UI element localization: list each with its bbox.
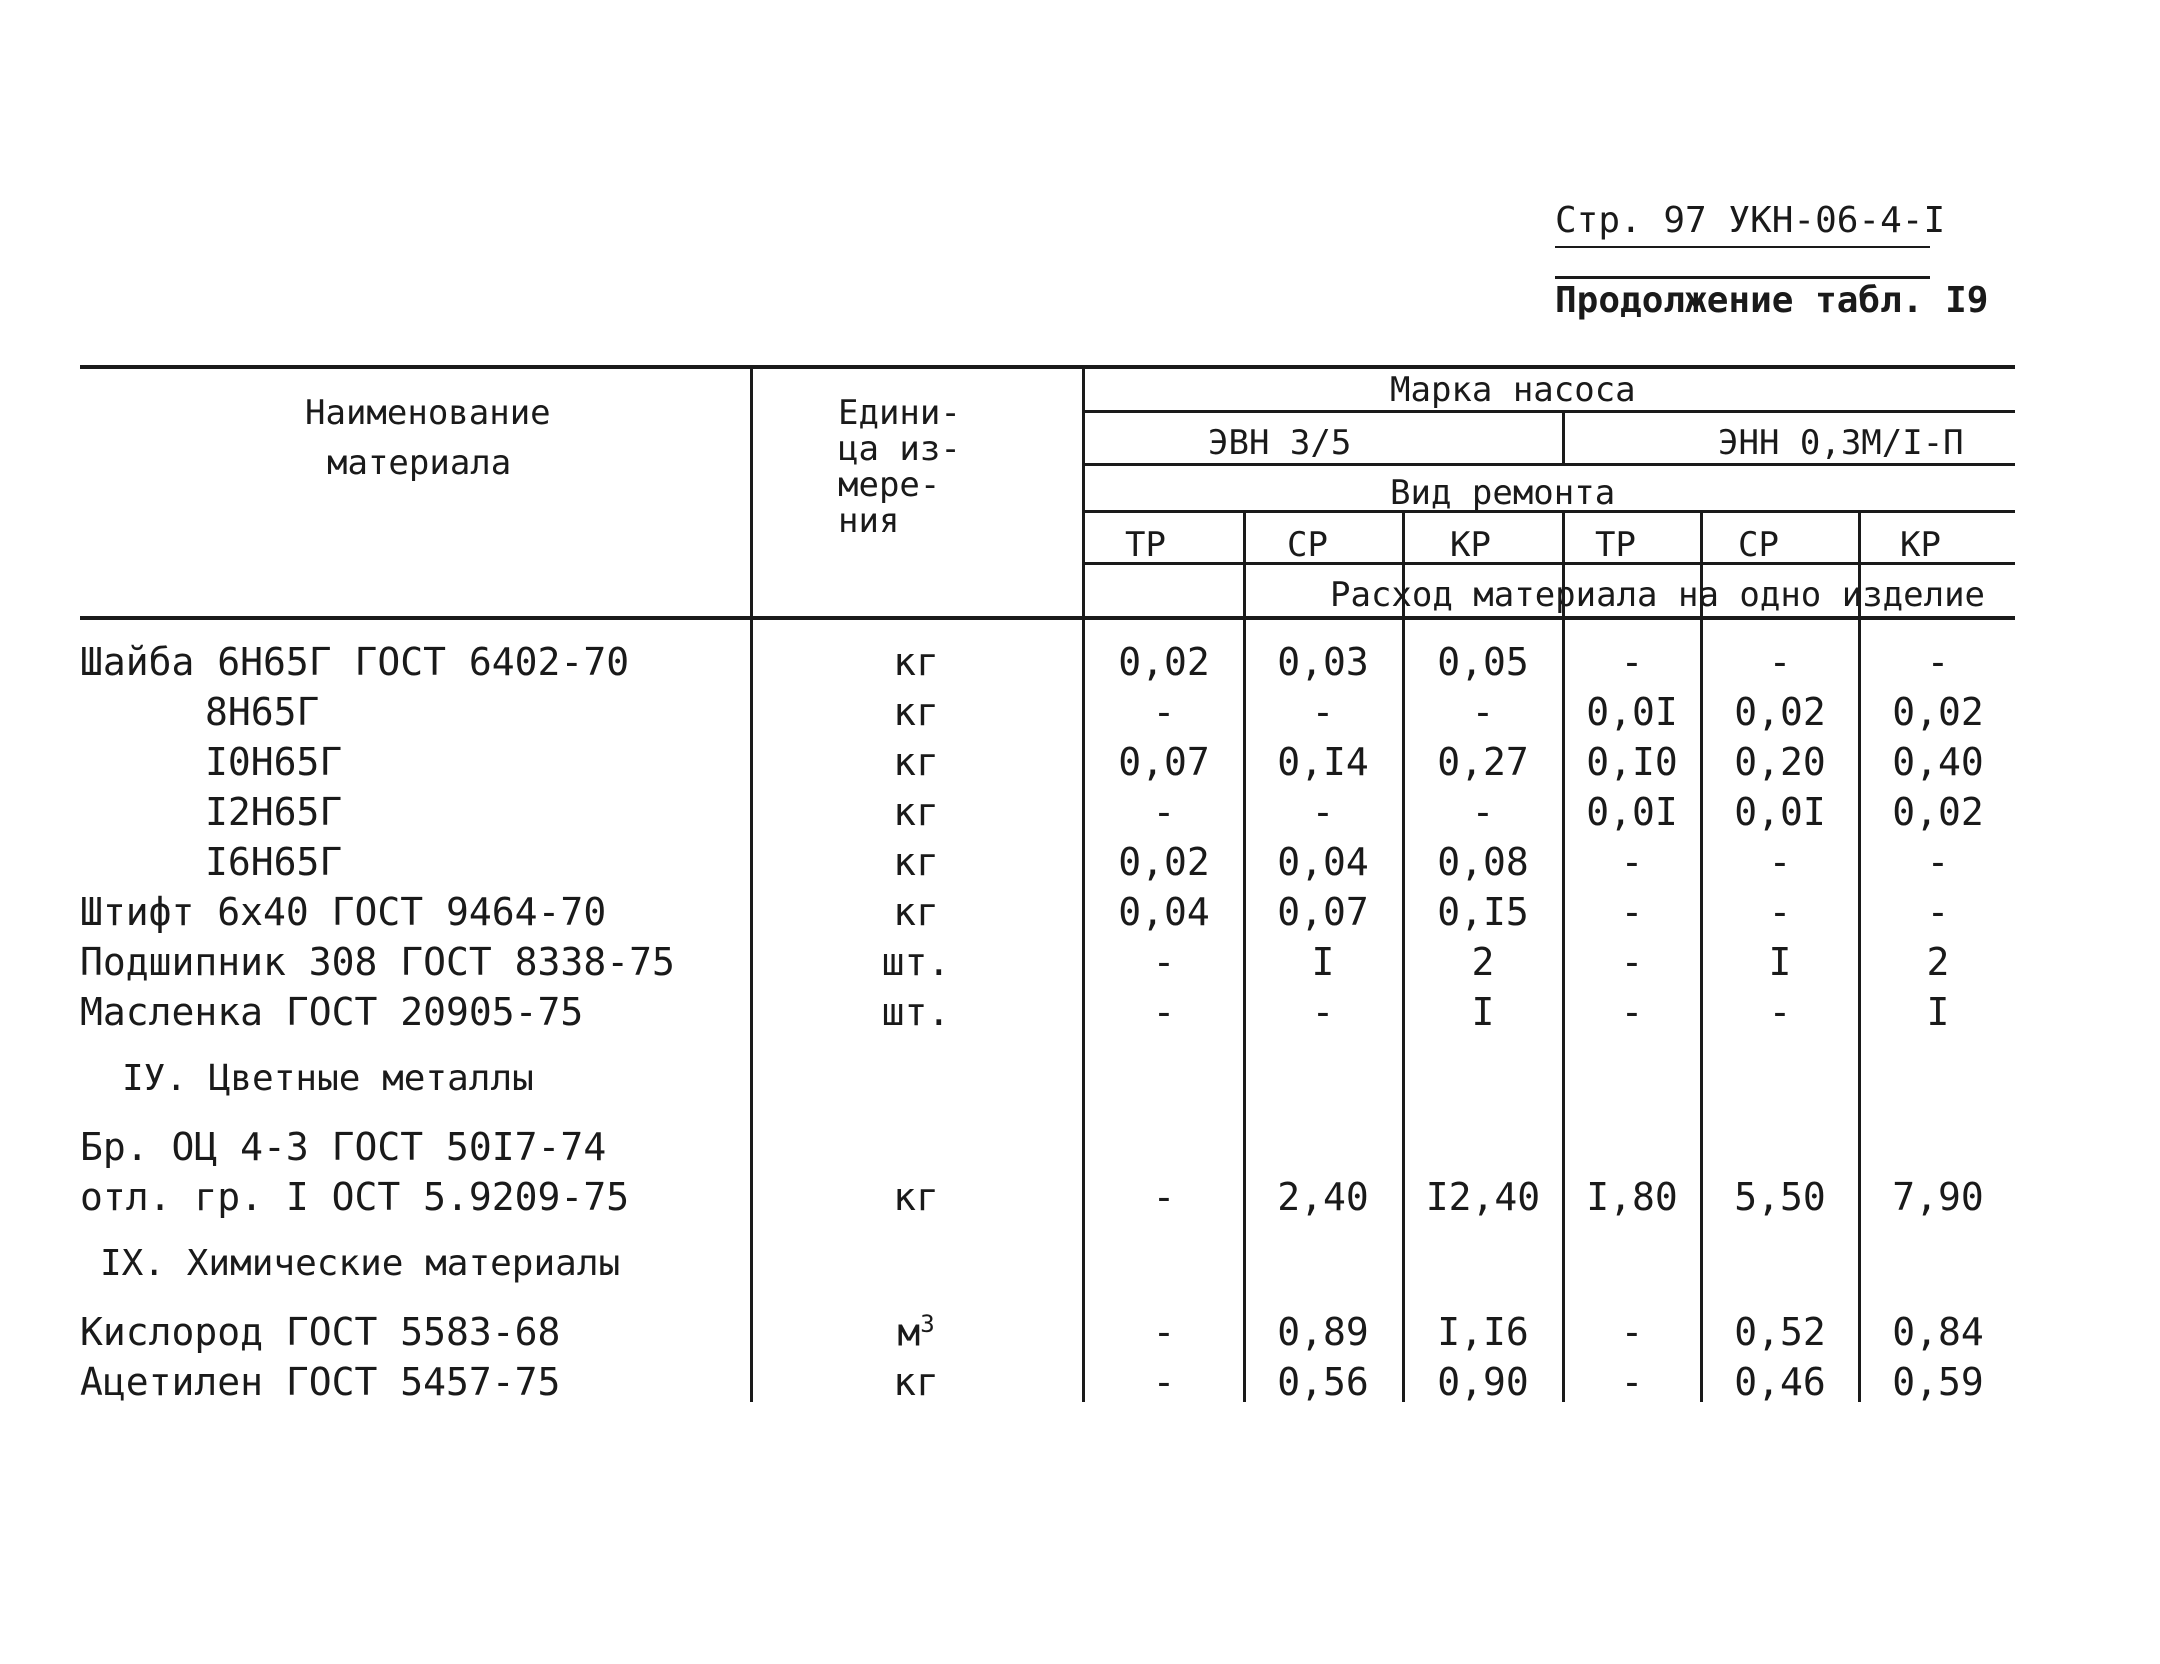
header-repair-type: Вид ремонта bbox=[1390, 473, 1616, 513]
col-divider-name bbox=[750, 367, 753, 1402]
header-repair-col-3: КР bbox=[1450, 525, 1491, 565]
repair-cols-rule bbox=[1085, 562, 2015, 565]
continuation-overline bbox=[1555, 276, 1930, 279]
row-material-name: Подшипник 308 ГОСТ 8338-75 bbox=[80, 940, 675, 984]
row-material-name: Штифт 6х40 ГОСТ 9464-70 bbox=[80, 890, 607, 934]
row-value-6: 0,40 bbox=[1892, 740, 1984, 784]
row-unit: кг bbox=[893, 840, 939, 884]
row-material-name: Ацетилен ГОСТ 5457-75 bbox=[80, 1360, 561, 1404]
row-value-2: - bbox=[1311, 790, 1335, 834]
row-value-3: - bbox=[1471, 690, 1495, 734]
section-nonferrous-metals: IУ. Цветные металлы bbox=[122, 1058, 534, 1099]
row-value-2: I bbox=[1311, 940, 1335, 984]
header-pump-evn: ЭВН 3/5 bbox=[1208, 423, 1352, 463]
pump-model-rule bbox=[1085, 463, 2015, 466]
header-repair-col-6: КР bbox=[1900, 525, 1941, 565]
row-value-4: 0,I0 bbox=[1586, 740, 1678, 784]
table-continuation: Продолжение табл. I9 bbox=[1555, 280, 1989, 321]
row-value-5: 5,50 bbox=[1734, 1175, 1826, 1219]
row-value-3: I bbox=[1471, 990, 1495, 1034]
row-value-6: 0,84 bbox=[1892, 1310, 1984, 1354]
row-material-name: Шайба 6Н65Г ГОСТ 6402-70 bbox=[80, 640, 630, 684]
row-value-4: - bbox=[1620, 990, 1644, 1034]
row-value-6: 0,59 bbox=[1892, 1360, 1984, 1404]
row-value-3: 0,05 bbox=[1437, 640, 1529, 684]
row-unit: шт. bbox=[881, 990, 951, 1034]
row-value-1: 0,04 bbox=[1118, 890, 1210, 934]
row-unit: кг bbox=[893, 1360, 939, 1404]
row-unit: кг bbox=[893, 640, 939, 684]
row-value-6: 0,02 bbox=[1892, 690, 1984, 734]
row-value-4: I,80 bbox=[1586, 1175, 1678, 1219]
row-value-3: 0,08 bbox=[1437, 840, 1529, 884]
unit-superscript: 3 bbox=[920, 1310, 935, 1338]
row-value-5: - bbox=[1768, 840, 1792, 884]
row-value-6: 7,90 bbox=[1892, 1175, 1984, 1219]
row-value-3: - bbox=[1471, 790, 1495, 834]
row-value-2: 0,89 bbox=[1277, 1310, 1369, 1354]
row-unit: кг bbox=[893, 690, 939, 734]
row-unit: кг bbox=[893, 790, 939, 834]
row-value-4: - bbox=[1620, 1360, 1644, 1404]
header-unit-line3: мере- bbox=[838, 465, 941, 505]
row-value-3: I2,40 bbox=[1425, 1175, 1541, 1219]
header-repair-col-1: ТР bbox=[1125, 525, 1166, 565]
row-value-5: 0,02 bbox=[1734, 690, 1826, 734]
row-material-name: Кислород ГОСТ 5583-68 bbox=[80, 1310, 561, 1354]
row-value-4: - bbox=[1620, 840, 1644, 884]
row-value-4: 0,0I bbox=[1586, 690, 1678, 734]
row-value-1: - bbox=[1152, 690, 1176, 734]
row-value-1: 0,02 bbox=[1118, 840, 1210, 884]
row-value-3: 0,I5 bbox=[1437, 890, 1529, 934]
row-value-5: 0,52 bbox=[1734, 1310, 1826, 1354]
header-bottom-rule bbox=[80, 616, 2015, 620]
row-unit: шт. bbox=[881, 940, 951, 984]
row-value-1: - bbox=[1152, 940, 1176, 984]
row-value-2: 0,56 bbox=[1277, 1360, 1369, 1404]
row-value-2: - bbox=[1311, 690, 1335, 734]
row-value-2: 0,03 bbox=[1277, 640, 1369, 684]
row-value-1: - bbox=[1152, 790, 1176, 834]
row-value-5: 0,0I bbox=[1734, 790, 1826, 834]
row-unit: кг bbox=[893, 890, 939, 934]
row-value-1: - bbox=[1152, 990, 1176, 1034]
row-value-2: 0,07 bbox=[1277, 890, 1369, 934]
header-name-line2: материала bbox=[327, 443, 512, 483]
row-value-1: 0,07 bbox=[1118, 740, 1210, 784]
row-value-6: I bbox=[1926, 990, 1950, 1034]
header-unit-line4: ния bbox=[838, 501, 900, 541]
row-material-name: 8Н65Г bbox=[205, 690, 320, 734]
header-unit-line1: Едини- bbox=[838, 393, 961, 433]
page-ref-underline bbox=[1555, 246, 1930, 248]
row-value-6: - bbox=[1926, 840, 1950, 884]
row-material-name: Бр. ОЦ 4-3 ГОСТ 50I7-74 bbox=[80, 1125, 607, 1169]
row-material-name: отл. гр. I ОСТ 5.9209-75 bbox=[80, 1175, 630, 1219]
row-value-2: - bbox=[1311, 990, 1335, 1034]
row-value-4: - bbox=[1620, 940, 1644, 984]
row-unit: кг bbox=[893, 1175, 939, 1219]
row-value-5: I bbox=[1768, 940, 1792, 984]
header-pump-brand: Марка насоса bbox=[1390, 370, 1636, 410]
header-unit-line2: ца из- bbox=[838, 429, 961, 469]
row-value-5: - bbox=[1768, 990, 1792, 1034]
row-value-5: 0,20 bbox=[1734, 740, 1826, 784]
row-value-6: - bbox=[1926, 640, 1950, 684]
row-value-3: 0,27 bbox=[1437, 740, 1529, 784]
row-value-3: I,I6 bbox=[1437, 1310, 1529, 1354]
row-unit: кг bbox=[893, 740, 939, 784]
table-top-rule bbox=[80, 365, 2015, 369]
section-chemical-materials: IX. Химические материалы bbox=[100, 1243, 621, 1284]
page-reference: Стр. 97 УКН-06-4-I bbox=[1555, 200, 1946, 241]
row-value-2: 0,04 bbox=[1277, 840, 1369, 884]
header-repair-col-2: СР bbox=[1287, 525, 1328, 565]
row-value-3: 2 bbox=[1471, 940, 1495, 984]
row-value-1: 0,02 bbox=[1118, 640, 1210, 684]
row-unit: $м^3$ bbox=[897, 1310, 935, 1355]
row-material-name: I2Н65Г bbox=[205, 790, 343, 834]
row-value-1: - bbox=[1152, 1310, 1176, 1354]
row-value-4: 0,0I bbox=[1586, 790, 1678, 834]
row-value-4: - bbox=[1620, 1310, 1644, 1354]
header-consumption: Расход материала на одно изделие bbox=[1330, 575, 1986, 615]
row-value-1: - bbox=[1152, 1360, 1176, 1404]
header-repair-col-4: ТР bbox=[1595, 525, 1636, 565]
pump-brand-rule bbox=[1085, 410, 2015, 413]
col-divider-unit bbox=[1082, 367, 1085, 1402]
row-material-name: I6Н65Г bbox=[205, 840, 343, 884]
row-material-name: I0Н65Г bbox=[205, 740, 343, 784]
row-value-2: 2,40 bbox=[1277, 1175, 1369, 1219]
row-value-5: 0,46 bbox=[1734, 1360, 1826, 1404]
row-value-4: - bbox=[1620, 640, 1644, 684]
row-value-4: - bbox=[1620, 890, 1644, 934]
row-value-2: 0,I4 bbox=[1277, 740, 1369, 784]
header-name-line1: Наименование bbox=[305, 393, 551, 433]
col-divider-pump bbox=[1562, 412, 1565, 464]
row-value-3: 0,90 bbox=[1437, 1360, 1529, 1404]
row-value-6: - bbox=[1926, 890, 1950, 934]
row-value-5: - bbox=[1768, 890, 1792, 934]
row-value-1: - bbox=[1152, 1175, 1176, 1219]
header-pump-enn: ЭНН 0,3М/I-П bbox=[1718, 423, 1964, 463]
header-repair-col-5: СР bbox=[1738, 525, 1779, 565]
row-material-name: Масленка ГОСТ 20905-75 bbox=[80, 990, 584, 1034]
row-value-6: 0,02 bbox=[1892, 790, 1984, 834]
row-value-6: 2 bbox=[1926, 940, 1950, 984]
row-value-5: - bbox=[1768, 640, 1792, 684]
